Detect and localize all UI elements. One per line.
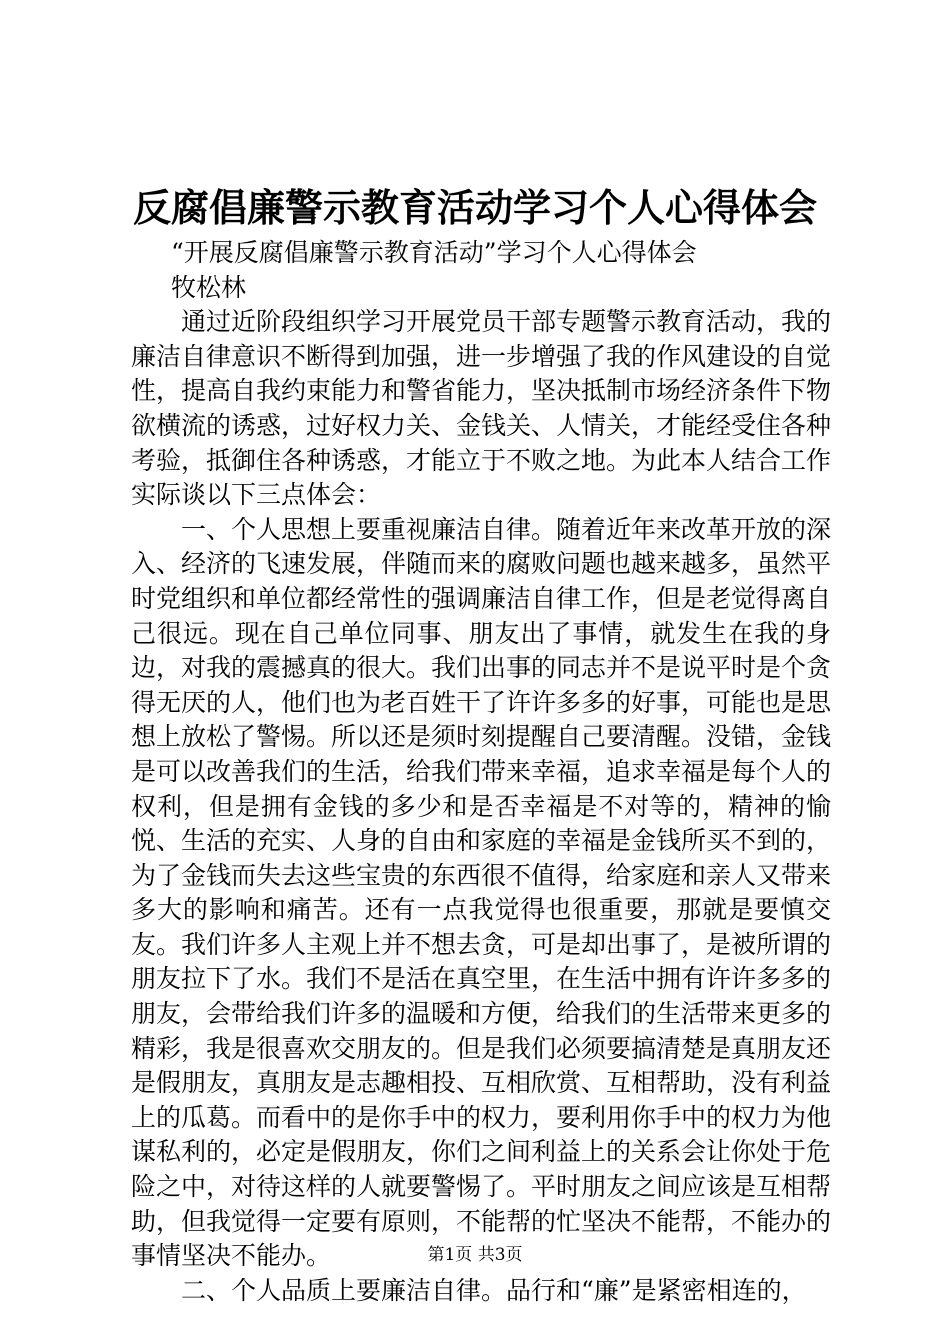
paragraph-point-one: 一、个人思想上要重视廉洁自律。随着近年来改革开放的深入、经济的飞速发展，伴随而来的腐败问题也越来越多，虽然平时党组织和单位都经常性的强调廉洁自律工作，但是老觉得离自己很远。现在自己单位同事、朋友出了事情，就发生在我的身边，对我的震撼真的很大。我们出事的同志并不是说平时是个贪得无厌的人，他们也为老百姓干了许许多多的好事，可能也是思想上放松了警惕。所以还是须时刻提醒自己要清醒。没错，金钱是可以改善我们的生活，给我们带来幸福，追求幸福是每个人的权利，但是拥有金钱的多少和是否幸福是不对等的，精神的愉悦、生活的充实、人身的自由和家庭的幸福是金钱所买不到的，为了金钱而失去这些宝贵的东西很不值得，给家庭和亲人又带来多大的影响和痛苦。还有一点我觉得也很重要，那就是要慎交友。我们许多人主观上并不想去贪，可是却出事了，是被所谓的朋友拉下了水。我们不是活在真空里，在生活中拥有许许多多的朋友，会带给我们许多的温暖和方便，给我们的生活带来更多的精彩，我是很喜欢交朋友的。但是我们必须要搞清楚是真朋友还是假朋友，真朋友是志趣相投、互相欣赏、互相帮助，没有利益上的瓜葛。而看中的是你手中的权力，要利用你手中的权力为他谋私利的，必定是假朋友，你们之间利益上的关系会让你处于危险之中，对待这样的人就要警惕了。平时朋友之间应该是互相帮助，但我觉得一定要有原则，不能帮的忙坚决不能帮，不能办的事情坚决不能办。 — [131, 514, 832, 1271]
document-subtitle: “开展反腐倡廉警示教育活动”学习个人心得体会 — [171, 238, 697, 267]
document-author: 牧松林 — [171, 272, 247, 302]
page-footer: 第1页 共3页 — [427, 1245, 523, 1265]
document-body — [131, 236, 831, 1308]
paragraph-point-two: 二、个人品质上要廉洁自律。品行和“廉”是紧密相连的， — [181, 1275, 807, 1305]
paragraph-intro: 通过近阶段组织学习开展党员干部专题警示教育活动，我的廉洁自律意识不断得到加强，进一步增强了我的作风建设的自觉性，提高自我约束能力和警省能力，坚决抵制市场经济条件下物欲横流的诱惑，过好权力关、金钱关、人情关，才能经受住各种考验，抵御住各种诱惑，才能立于不败之地。为此本人结合工作实际谈以下三点体会： — [131, 307, 832, 510]
document-title: 反腐倡廉警示教育活动学习个人心得体会 — [132, 185, 817, 230]
